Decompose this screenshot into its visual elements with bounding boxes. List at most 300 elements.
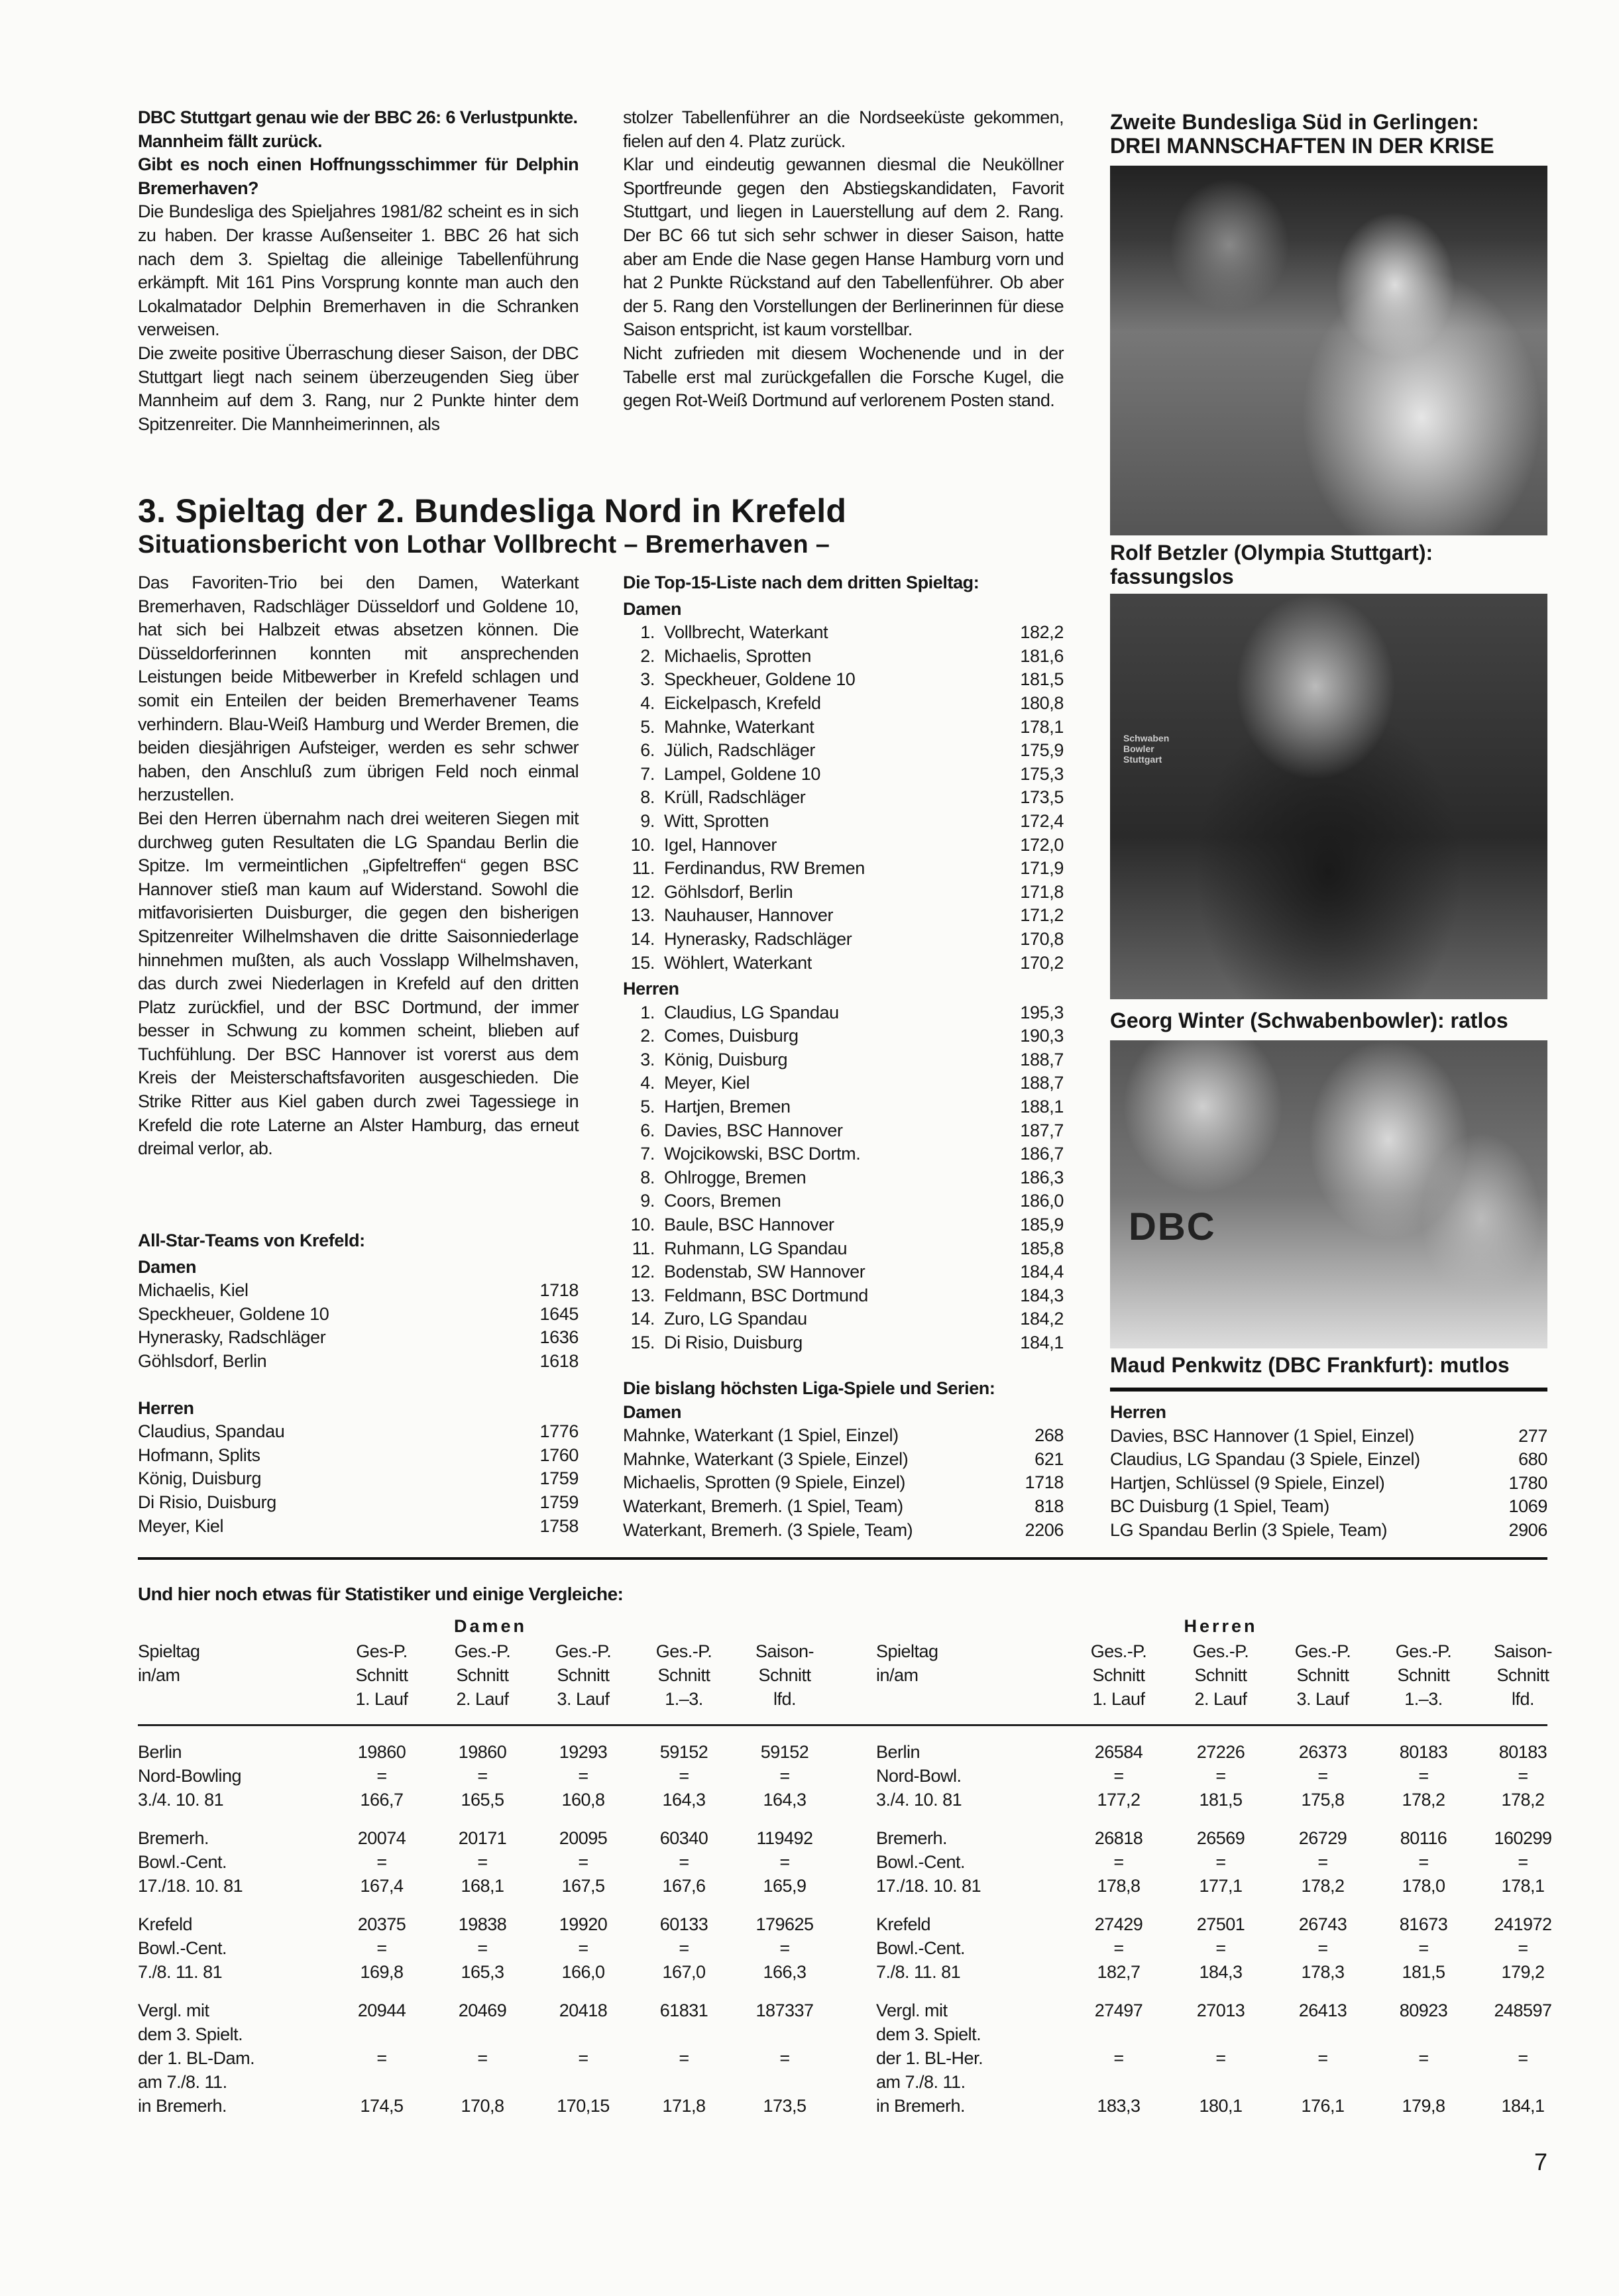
row-place: der 1. BL-Her.	[876, 2048, 983, 2068]
entry-left	[623, 1189, 781, 1213]
allstar-damen-list	[138, 1279, 579, 1373]
intro-column-middle	[623, 106, 1064, 413]
equals-sign: =	[779, 1852, 790, 1872]
average: 181,5	[1199, 1790, 1243, 1810]
equals-sign: =	[679, 1938, 689, 1958]
row-place: dem 3. Spielt.	[876, 2024, 981, 2044]
rank: 4.	[640, 1073, 655, 1093]
total-pins: 20095	[559, 1828, 608, 1848]
entry-name: Göhlsdorf, Berlin	[138, 1350, 267, 1371]
row-place: 3./4. 10. 81	[138, 1790, 224, 1810]
equals-sign: =	[1317, 1766, 1328, 1786]
entry-name: Mahnke, Waterkant (3 Spiele, Einzel)	[623, 1449, 909, 1469]
total-pins: 59152	[760, 1742, 809, 1762]
allstar-title: All-Star-Teams von Krefeld:	[138, 1230, 365, 1250]
column-header: Ges.-P.	[1090, 1641, 1147, 1661]
row-place: Bowl.-Cent.	[876, 1852, 966, 1872]
average: 178,2	[1402, 1790, 1445, 1810]
rank: 5.	[640, 716, 655, 737]
entry-left	[138, 1444, 260, 1468]
entry-value: 187,7	[1020, 1120, 1064, 1140]
entry-name: Davies, BSC Hannover	[664, 1120, 843, 1140]
total-pins: 20944	[357, 2000, 406, 2020]
entry-value: 185,8	[1020, 1238, 1064, 1258]
equals-sign: =	[1215, 1766, 1226, 1786]
total-pins: 61831	[659, 2000, 708, 2020]
entry-left	[623, 1284, 868, 1308]
top15-title: Die Top-15-Liste nach dem dritten Spieltag:	[623, 573, 979, 592]
entry-value: 190,3	[1020, 1026, 1064, 1046]
list-item	[623, 716, 1064, 739]
average: 174,5	[360, 2096, 404, 2116]
list-item	[623, 1189, 1064, 1213]
equals-sign: =	[477, 1852, 488, 1872]
stats-header-rule	[138, 1724, 1547, 1726]
entry-value: 1069	[1508, 1496, 1547, 1517]
entry-value: 1759	[539, 1468, 579, 1489]
rank: 9.	[640, 1191, 655, 1211]
average: 167,4	[360, 1876, 404, 1896]
list-item	[623, 1237, 1064, 1261]
entry-value: 171,2	[1020, 905, 1064, 926]
row-place: Berlin	[876, 1742, 921, 1762]
equals-sign: =	[1418, 2048, 1429, 2068]
average: 171,8	[662, 2096, 706, 2116]
column-header: Schnitt	[557, 1665, 610, 1685]
entry-left	[623, 1471, 905, 1495]
column-header: Schnitt	[1092, 1665, 1145, 1685]
equals-sign: =	[477, 1938, 488, 1958]
equals-sign: =	[1113, 1938, 1124, 1958]
entry-value: 181,6	[1020, 645, 1064, 666]
equals-sign: =	[1317, 1938, 1328, 1958]
average: 164,3	[763, 1790, 807, 1810]
list-item	[623, 1095, 1064, 1119]
row-place: Bowl.-Cent.	[138, 1938, 227, 1958]
total-pins: 27226	[1196, 1742, 1245, 1762]
entry-left	[623, 1519, 913, 1543]
equals-sign: =	[578, 2048, 588, 2068]
sidebar-heading-line1: Zweite Bundesliga Süd in Gerlingen:	[1110, 110, 1479, 134]
list-item	[623, 928, 1064, 952]
column-header: 1. Lauf	[355, 1689, 408, 1709]
list-item	[623, 1048, 1064, 1072]
total-pins: 20375	[357, 1914, 406, 1934]
average: 178,2	[1501, 1790, 1545, 1810]
top15-damen-list	[623, 621, 1064, 975]
row-place: Bremerh.	[138, 1828, 209, 1848]
row-place: Nord-Bowl.	[876, 1766, 962, 1786]
rank: 2.	[640, 1026, 655, 1046]
highest-damen-section	[623, 1377, 1064, 1542]
total-pins: 19860	[458, 1742, 507, 1762]
row-place: Berlin	[138, 1742, 182, 1762]
list-item	[623, 763, 1064, 787]
rank: 11.	[632, 858, 655, 879]
average: 160,8	[561, 1790, 605, 1810]
total-pins: 81673	[1399, 1914, 1448, 1934]
entry-value: 184,1	[1020, 1333, 1064, 1352]
entry-name: Di Risio, Duisburg	[138, 1492, 276, 1512]
caption-georg-winter: Georg Winter (Schwabenbowler): ratlos	[1110, 1009, 1508, 1032]
list-item	[623, 739, 1064, 763]
highest-damen-label: Damen	[623, 1401, 682, 1422]
row-place: Vergl. mit	[876, 2000, 948, 2020]
entry-value: 170,8	[1020, 928, 1064, 949]
total-pins: 26584	[1094, 1742, 1143, 1762]
entry-name: Eickelpasch, Krefeld	[664, 692, 821, 713]
entry-left	[623, 739, 815, 763]
column-header: Schnitt	[1296, 1665, 1349, 1685]
allstar-herren-list	[138, 1420, 579, 1538]
entry-left	[623, 1071, 750, 1095]
entry-left	[138, 1326, 325, 1350]
equals-sign: =	[578, 1938, 588, 1958]
entry-left	[623, 928, 852, 952]
entry-left	[623, 763, 820, 787]
entry-name: Wojcikowski, BSC Dortm.	[664, 1144, 861, 1164]
intro-paragraph: stolzer Tabellenführer an die Nordseeküste gekommen, fielen auf den 4. Platz zurück.	[623, 107, 1064, 151]
list-item	[623, 786, 1064, 810]
rank: 10.	[630, 1215, 655, 1235]
entry-name: Krüll, Radschläger	[664, 787, 806, 808]
entry-name: Lampel, Goldene 10	[664, 763, 820, 784]
column-header: Schnitt	[1397, 1665, 1450, 1685]
entry-name: BC Duisburg (1 Spiel, Team)	[1110, 1496, 1329, 1517]
entry-left	[623, 1095, 791, 1119]
allstar-herren-label: Herren	[138, 1397, 194, 1418]
entry-value: 175,3	[1020, 763, 1064, 784]
entry-left	[623, 1331, 803, 1355]
article-body	[138, 571, 579, 1161]
section-divider	[138, 1557, 1547, 1560]
entry-left	[623, 1024, 799, 1048]
column-header: Ges.-P.	[1294, 1641, 1351, 1661]
highest-herren-label: Herren	[1110, 1402, 1166, 1422]
list-item	[623, 668, 1064, 692]
top15-herren-list	[623, 1001, 1064, 1355]
equals-sign: =	[779, 2048, 790, 2068]
total-pins: 19838	[458, 1914, 507, 1934]
column-header: Schnitt	[1496, 1665, 1549, 1685]
entry-value: 818	[1034, 1496, 1064, 1516]
photo-maud-penkwitz	[1110, 1040, 1547, 1348]
column-header: Spieltag	[876, 1641, 938, 1661]
equals-sign: =	[1317, 1852, 1328, 1872]
rank: 15.	[630, 952, 655, 973]
intro-column-left	[138, 106, 579, 436]
entry-name: Hartjen, Schlüssel (9 Spiele, Einzel)	[1110, 1472, 1385, 1493]
column-header: lfd.	[773, 1689, 797, 1709]
entry-value: 1776	[539, 1421, 579, 1442]
rank: 10.	[630, 834, 655, 855]
list-item	[623, 1213, 1064, 1237]
list-item	[138, 1444, 579, 1468]
entry-left	[138, 1303, 329, 1327]
entry-name: Meyer, Kiel	[138, 1515, 224, 1536]
column-header: in/am	[876, 1665, 919, 1685]
average: 166,0	[561, 1962, 605, 1982]
entry-left	[623, 668, 855, 692]
entry-name: Zuro, LG Spandau	[664, 1309, 807, 1329]
entry-left	[623, 1213, 834, 1237]
entry-left	[138, 1467, 261, 1491]
entry-name: Mahnke, Waterkant (1 Spiel, Einzel)	[623, 1425, 899, 1446]
entry-value: 171,9	[1020, 858, 1064, 879]
total-pins: 27497	[1094, 2000, 1143, 2020]
entry-left	[623, 857, 865, 881]
entry-name: Nauhauser, Hannover	[664, 905, 834, 926]
equals-sign: =	[679, 1766, 689, 1786]
column-header: Schnitt	[355, 1665, 408, 1685]
entry-value: 188,7	[1020, 1073, 1064, 1093]
photo-bowlers-gerlingen	[1110, 166, 1547, 535]
entry-value: 173,5	[1020, 787, 1064, 808]
equals-sign: =	[1518, 2048, 1528, 2068]
row-place: in Bremerh.	[876, 2096, 966, 2116]
row-place: in Bremerh.	[138, 2096, 227, 2116]
list-item	[623, 1519, 1064, 1543]
equals-sign: =	[779, 1766, 790, 1786]
intro-paragraph: Nicht zufrieden mit diesem Wochenende und in der Tabelle erst mal zurückgefallen die Forsche Kugel, die gegen Rot-Weiß Dortmund auf verlorenem Posten stand.	[623, 343, 1064, 411]
entry-left	[1110, 1519, 1387, 1543]
average: 170,8	[461, 2096, 504, 2116]
rank: 9.	[640, 810, 655, 831]
entry-name: Hynerasky, Radschläger	[664, 928, 852, 949]
average: 165,3	[461, 1962, 504, 1982]
equals-sign: =	[1113, 1766, 1124, 1786]
list-item	[1110, 1495, 1547, 1519]
highest-damen-list	[623, 1424, 1064, 1542]
entry-left	[623, 1307, 807, 1331]
equals-sign: =	[779, 1938, 790, 1958]
entry-value: 1780	[1508, 1472, 1547, 1493]
entry-value: 1760	[539, 1445, 579, 1465]
entry-value: 188,1	[1020, 1097, 1064, 1117]
entry-name: Claudius, LG Spandau	[664, 1002, 839, 1022]
average: 183,3	[1097, 2096, 1141, 2116]
rank: 14.	[630, 1309, 655, 1329]
total-pins: 26569	[1196, 1828, 1245, 1848]
average: 178,0	[1402, 1876, 1445, 1896]
entry-left	[623, 786, 805, 810]
total-pins: 187337	[755, 2000, 814, 2020]
entry-value: 184,3	[1020, 1285, 1064, 1305]
entry-value: 268	[1034, 1425, 1064, 1446]
entry-name: Davies, BSC Hannover (1 Spiel, Einzel)	[1110, 1425, 1415, 1446]
entry-value: 2206	[1025, 1519, 1064, 1540]
equals-sign: =	[1215, 2048, 1226, 2068]
entry-name: König, Duisburg	[138, 1468, 262, 1489]
average: 164,3	[662, 1790, 706, 1810]
allstar-damen-label: Damen	[138, 1256, 197, 1277]
column-header: lfd.	[1511, 1689, 1535, 1709]
list-item	[623, 810, 1064, 834]
average: 176,1	[1301, 2096, 1345, 2116]
rank: 8.	[640, 1167, 655, 1187]
entry-value: 175,9	[1020, 740, 1064, 761]
entry-name: Hynerasky, Radschläger	[138, 1327, 326, 1348]
equals-sign: =	[376, 1938, 387, 1958]
entry-left	[623, 645, 811, 669]
entry-value: 680	[1518, 1449, 1547, 1470]
list-item	[623, 1424, 1064, 1448]
row-place: 3./4. 10. 81	[876, 1790, 962, 1810]
entry-left	[623, 1142, 860, 1166]
article-title: 3. Spieltag der 2. Bundesliga Nord in Krefeld	[138, 492, 847, 529]
entry-value: 1645	[539, 1303, 579, 1324]
entry-value: 186,3	[1020, 1167, 1064, 1187]
entry-name: Ruhmann, LG Spandau	[664, 1238, 848, 1258]
total-pins: 60340	[659, 1828, 708, 1848]
entry-left	[623, 1237, 847, 1261]
average: 184,1	[1501, 2096, 1545, 2116]
rank: 7.	[640, 1144, 655, 1164]
entry-name: Ohlrogge, Bremen	[664, 1167, 807, 1187]
column-header: Schnitt	[758, 1665, 811, 1685]
intro-paragraph: Die zweite positive Überraschung dieser Saison, der DBC Stuttgart liegt nach seinem überzeugenden Sieg über Mannheim auf dem 3. Rang, nur 2 Punkte hinter dem Spitzenreiter. Die Mannheimerinnen, als	[138, 343, 579, 434]
list-item	[1110, 1472, 1547, 1496]
entry-left	[623, 1260, 865, 1284]
shirt-logo-dbc: DBC	[1129, 1205, 1216, 1248]
rank: 1.	[640, 622, 655, 643]
entry-value: 1636	[539, 1327, 579, 1348]
column-header: 2. Lauf	[1194, 1689, 1247, 1709]
column-header: Saison-	[1493, 1641, 1553, 1661]
total-pins: 27429	[1094, 1914, 1143, 1934]
row-place: Nord-Bowling	[138, 1766, 242, 1786]
entry-name: Claudius, LG Spandau (3 Spiele, Einzel)	[1110, 1449, 1420, 1470]
caption-rolf-betzler: Rolf Betzler (Olympia Stuttgart): fassungslos	[1110, 541, 1433, 588]
average: 165,9	[763, 1876, 807, 1896]
intro-subheading: Mannheim fällt zurück.	[138, 131, 322, 151]
entry-name: Waterkant, Bremerh. (1 Spiel, Team)	[623, 1496, 903, 1516]
row-place: am 7./8. 11.	[876, 2072, 966, 2092]
entry-value: 621	[1034, 1449, 1064, 1469]
list-item	[138, 1279, 579, 1303]
entry-left	[623, 904, 833, 928]
highest-title: Die bislang höchsten Liga-Spiele und Serien:	[623, 1378, 995, 1398]
entry-value: 184,2	[1020, 1309, 1064, 1329]
rank: 6.	[640, 740, 655, 761]
list-item	[623, 1307, 1064, 1331]
entry-value: 172,0	[1020, 834, 1064, 855]
rank: 13.	[630, 1285, 655, 1305]
entry-left	[138, 1420, 284, 1444]
list-item	[623, 645, 1064, 669]
list-item	[138, 1515, 579, 1539]
row-place: Bowl.-Cent.	[876, 1938, 966, 1958]
average: 177,2	[1097, 1790, 1141, 1810]
equals-sign: =	[1418, 1938, 1429, 1958]
entry-left	[623, 1119, 843, 1143]
entry-left	[623, 1495, 903, 1519]
total-pins: 27013	[1196, 2000, 1245, 2020]
total-pins: 27501	[1196, 1914, 1245, 1934]
equals-sign: =	[477, 2048, 488, 2068]
column-header: 1.–3.	[665, 1689, 703, 1709]
entry-value: 185,9	[1020, 1215, 1064, 1235]
row-place: am 7./8. 11.	[138, 2072, 227, 2092]
list-item	[623, 692, 1064, 716]
entry-name: Igel, Hannover	[664, 834, 777, 855]
intro-paragraph: Klar und eindeutig gewannen diesmal die Neuköllner Sportfreunde gegen den Abstiegskandidaten, Favorit Stuttgart, und liegen in Lauerstellung auf dem 2. Rang. Der BC 66 tut sich sehr schwer in dieser Saison, hatte aber am Ende die Nase gegen Hanse Hamburg vorn und hat 2 Punkte Rückstand auf den Tabellenführer. Ob aber der 5. Rang den Vorstellungen der Berlinerinnen für diese Saison entspricht, ist kaum vorstellbar.	[623, 154, 1064, 340]
equals-sign: =	[376, 2048, 387, 2068]
average: 178,2	[1301, 1876, 1345, 1896]
list-item	[623, 1495, 1064, 1519]
average: 167,6	[662, 1876, 706, 1896]
entry-left	[623, 716, 814, 739]
top15-section	[623, 571, 1064, 1355]
entry-left	[138, 1350, 266, 1374]
entry-value: 188,7	[1020, 1049, 1064, 1069]
row-place: Bowl.-Cent.	[138, 1852, 227, 1872]
entry-name: Göhlsdorf, Berlin	[664, 881, 793, 902]
highest-herren-list	[1110, 1425, 1547, 1543]
average: 182,7	[1097, 1962, 1141, 1982]
entry-value: 1759	[539, 1492, 579, 1512]
list-item	[623, 1071, 1064, 1095]
entry-left	[1110, 1448, 1420, 1472]
entry-value: 1758	[539, 1515, 579, 1536]
photo-georg-winter	[1110, 594, 1547, 999]
list-item	[623, 881, 1064, 904]
equals-sign: =	[1113, 2048, 1124, 2068]
rank: 3.	[640, 669, 655, 690]
rank: 12.	[630, 1262, 655, 1282]
rank: 13.	[630, 905, 655, 926]
column-header: Schnitt	[456, 1665, 509, 1685]
column-header: Ges.-P.	[555, 1641, 612, 1661]
list-item	[138, 1467, 579, 1491]
entry-name: Hartjen, Bremen	[664, 1097, 791, 1117]
average: 167,0	[662, 1962, 706, 1982]
total-pins: 19860	[357, 1742, 406, 1762]
column-header: 1. Lauf	[1092, 1689, 1145, 1709]
entry-left	[1110, 1495, 1329, 1519]
row-place: Vergl. mit	[138, 2000, 209, 2020]
list-item	[623, 904, 1064, 928]
entry-value: 277	[1518, 1425, 1547, 1446]
row-place: 7./8. 11. 81	[138, 1962, 223, 1982]
column-header: Ges.-P.	[1192, 1641, 1249, 1661]
list-item	[138, 1303, 579, 1327]
equals-sign: =	[1518, 1766, 1528, 1786]
list-item	[623, 1024, 1064, 1048]
equals-sign: =	[1518, 1852, 1528, 1872]
entry-left	[623, 621, 828, 645]
entry-left	[623, 692, 821, 716]
column-header: Schnitt	[1194, 1665, 1247, 1685]
entry-name: Coors, Bremen	[664, 1191, 781, 1211]
entry-name: Feldmann, BSC Dortmund	[664, 1285, 868, 1305]
article-paragraph: Das Favoriten-Trio bei den Damen, Waterkant Bremerhaven, Radschläger Düsseldorf und Goldene 10, hat sich bei Halbzeit etwas absetzen können. Die Düsseldorferinnen konnten mit ansprechenden Leistungen beide Mitbewerber in Krefeld schlagen und somit ein Enteilen der beiden Bremerhavener Teams verhindern. Blau-Weiß Hamburg und Werder Bremen, die beiden diesjährigen Aufsteiger, werden es sehr schwer haben, den Anschluß zum übrigen Feld noch einmal herzustellen.	[138, 573, 579, 805]
average: 169,8	[360, 1962, 404, 1982]
article-paragraph: Bei den Herren übernahm nach drei weiteren Siegen mit durchweg guten Resultaten die LG Spandau Berlin die Spitze. Im vermeintlichen „Gipfeltreffen“ gegen BSC Hannover stieß man kaum auf Widerstand. Sowohl die mitfavorisierten Duisburger, die gegen den bisherigen Spitzenreiter Wilhelmshaven die dritte Saisonniederlage hinnehmen mußten, als auch Vosslapp Wilhelmshaven, das durch zwei Niederlagen in Krefeld auf den dritten Platz zurückfiel, und der BSC Dortmund, der immer besser in Schwung zu kommen scheint, blieben auf Tuchfühlung. Der BSC Hannover ist vorerst aus dem Kreis der Meisterschaftsfavoriten ausgeschieden. Die Strike Ritter aus Kiel gaben durch zwei Tagessiege in Krefeld die rote Laterne an Alster Hamburg, das erneut dreimal verlor, ab.	[138, 808, 579, 1159]
total-pins: 179625	[755, 1914, 814, 1934]
total-pins: 60133	[659, 1914, 708, 1934]
rank: 15.	[630, 1333, 655, 1352]
list-item	[623, 834, 1064, 857]
entry-value: 170,2	[1020, 952, 1064, 973]
column-header: Ges.-P.	[454, 1641, 511, 1661]
allstar-section	[138, 1229, 579, 1538]
equals-sign: =	[1215, 1938, 1226, 1958]
rank: 8.	[640, 787, 655, 808]
entry-left	[623, 1048, 787, 1072]
top15-damen-label: Damen	[623, 598, 682, 619]
stats-title: Und hier noch etwas für Statistiker und einige Vergleiche:	[138, 1584, 624, 1604]
